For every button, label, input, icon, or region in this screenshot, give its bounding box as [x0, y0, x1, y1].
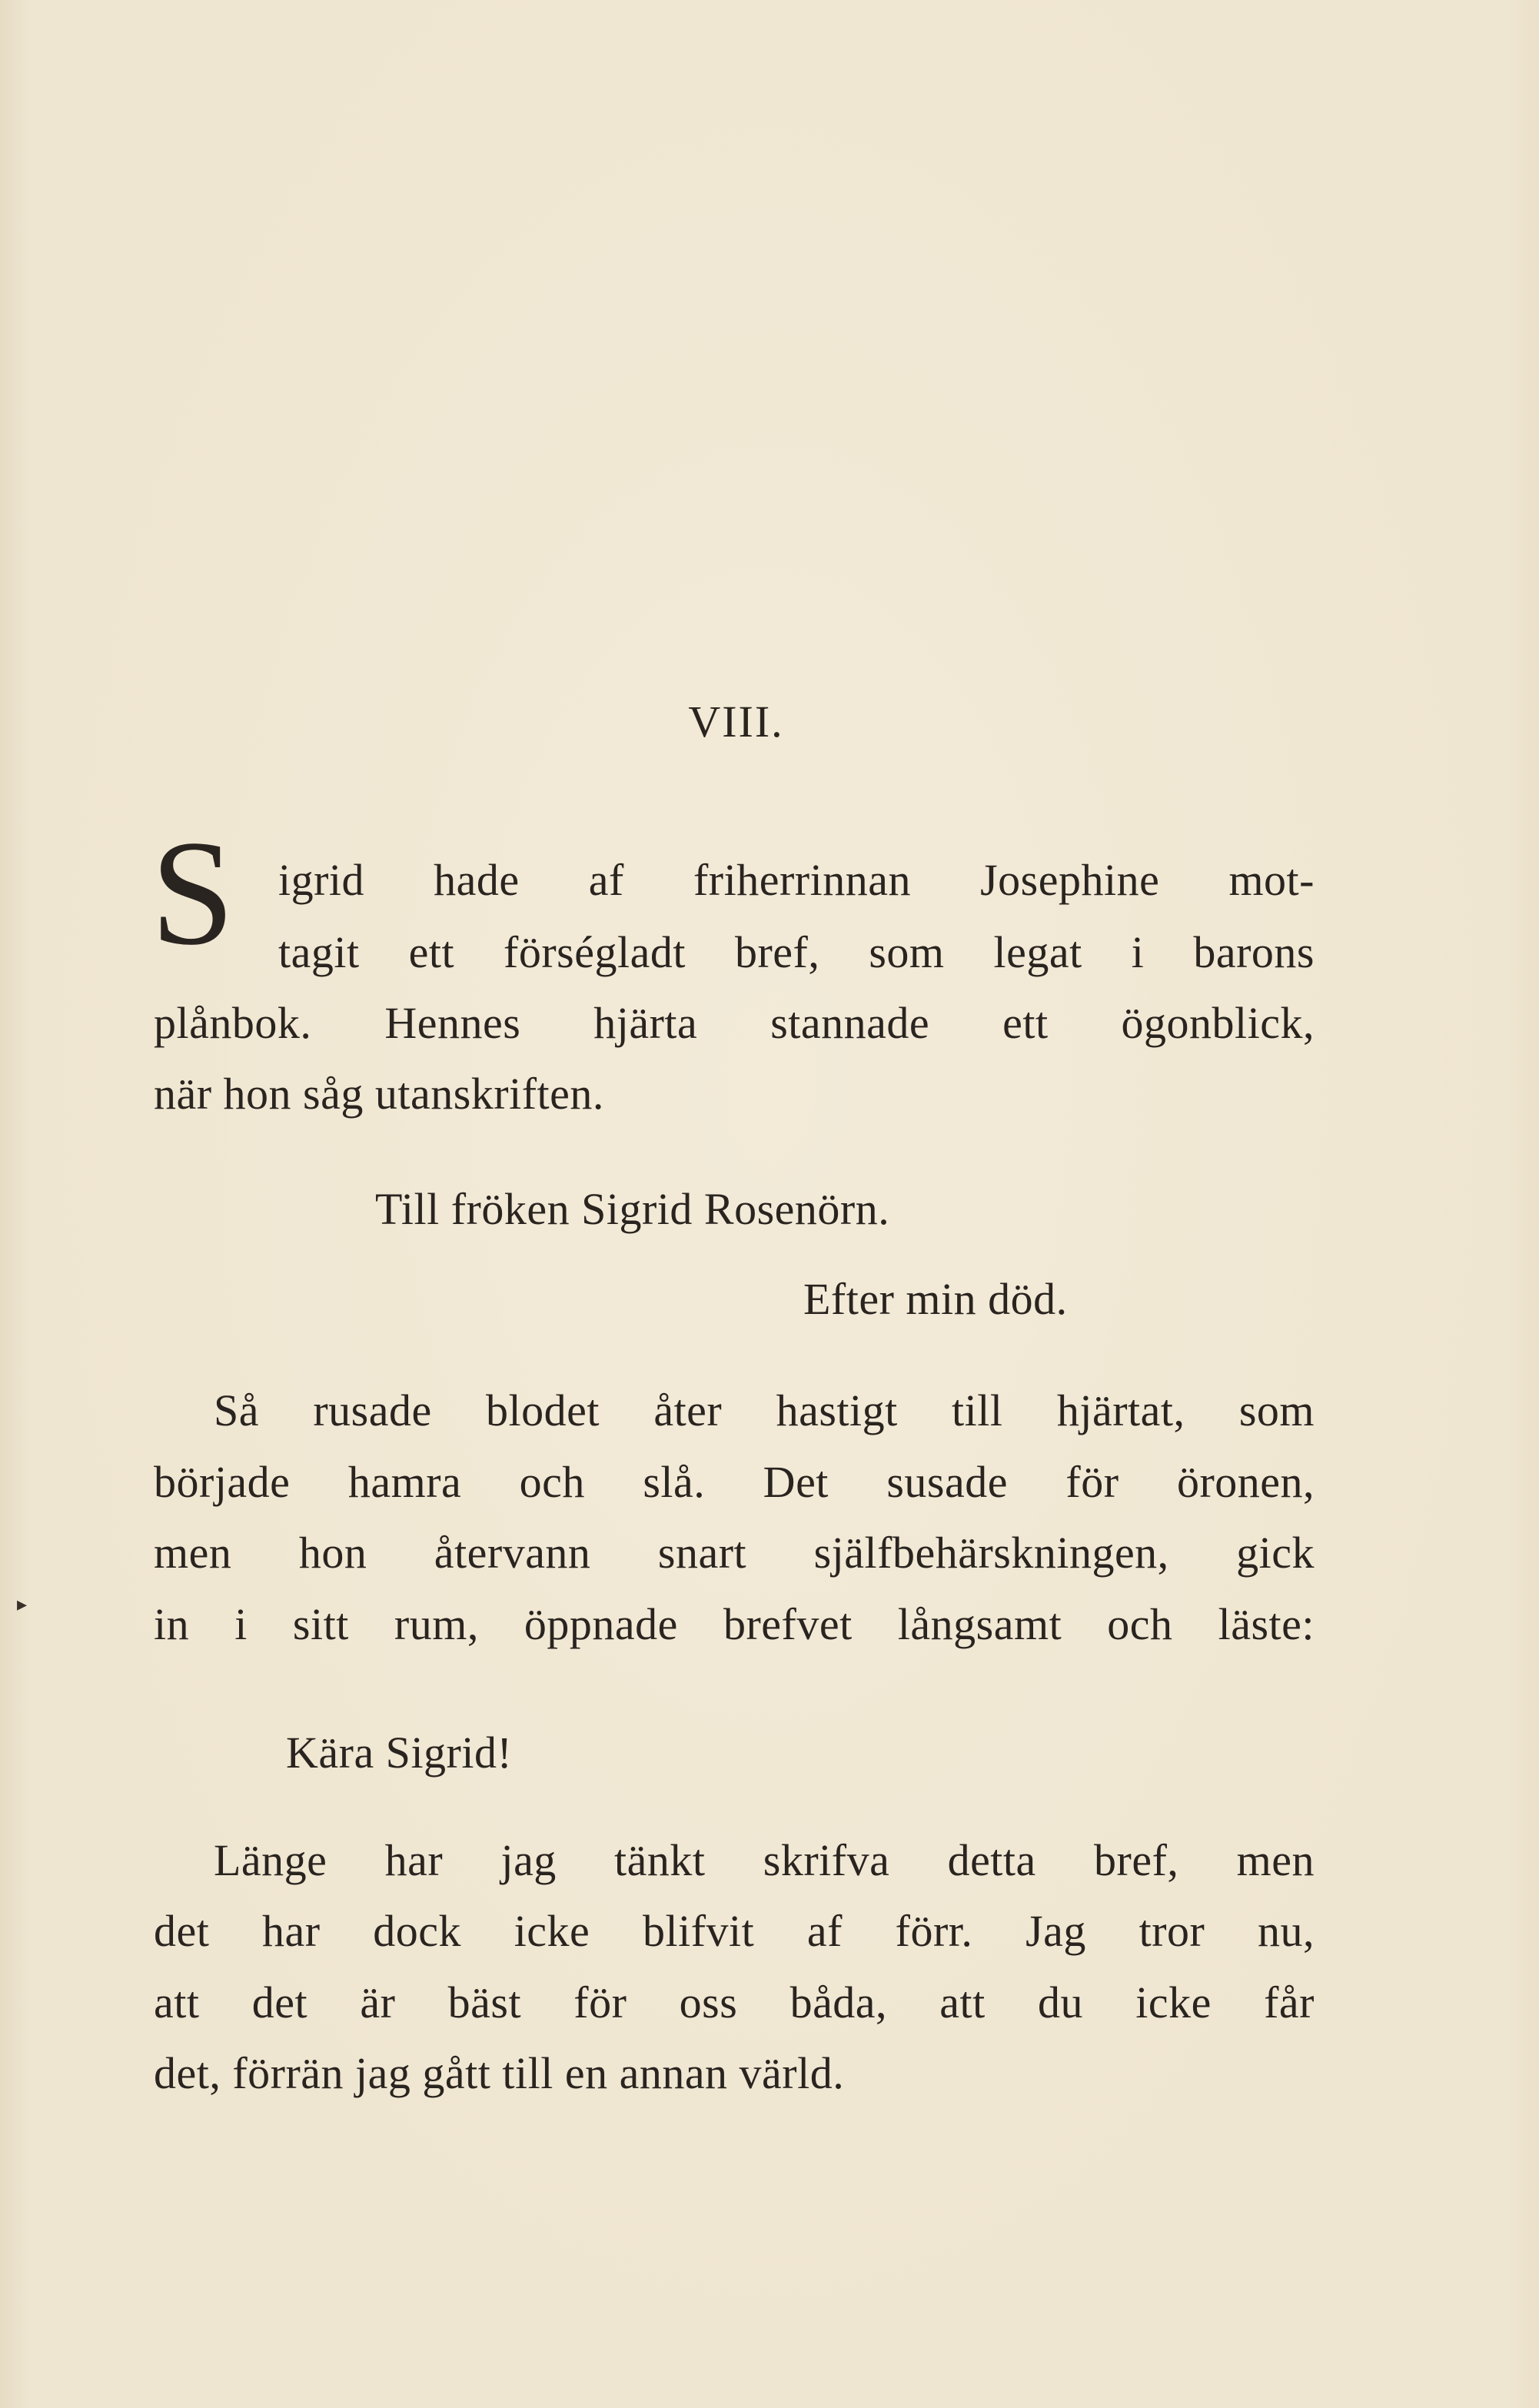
text-line: igrid hade af friherrinnan Josephine mot-: [278, 855, 1315, 905]
text-line: det, förrän jag gått till en annan värld.: [154, 2048, 845, 2098]
text-line: det har dock icke blifvit af förr. Jag tror nu,: [154, 1906, 1315, 1956]
chapter-heading: VIII.: [688, 697, 784, 747]
text-line: in i sitt rum, öppnade brefvet långsamt och läste:: [154, 1599, 1315, 1649]
salutation: Kära Sigrid!: [286, 1728, 513, 1778]
text-line: tagit ett förségladt bref, som legat i barons: [278, 927, 1315, 977]
text-line: plånbok. Hennes hjärta stannade ett ögonblick,: [154, 998, 1315, 1048]
margin-mark: ▸: [17, 1593, 28, 1615]
text-line: Länge har jag tänkt skrifva detta bref, men: [214, 1835, 1315, 1885]
letter-address: Till fröken Sigrid Rosenörn.: [375, 1184, 890, 1234]
drop-cap: S: [151, 810, 235, 976]
text-line: att det är bäst för oss båda, att du icke får: [154, 1977, 1315, 2027]
text-line: när hon såg utanskriften.: [154, 1069, 604, 1119]
text-line: men hon återvann snart själfbehärskningen, gick: [154, 1528, 1315, 1578]
letter-note: Efter min död.: [803, 1274, 1068, 1324]
text-line: Så rusade blodet åter hastigt till hjärtat, som: [214, 1385, 1315, 1435]
text-line: började hamra och slå. Det susade för öronen,: [154, 1457, 1315, 1507]
